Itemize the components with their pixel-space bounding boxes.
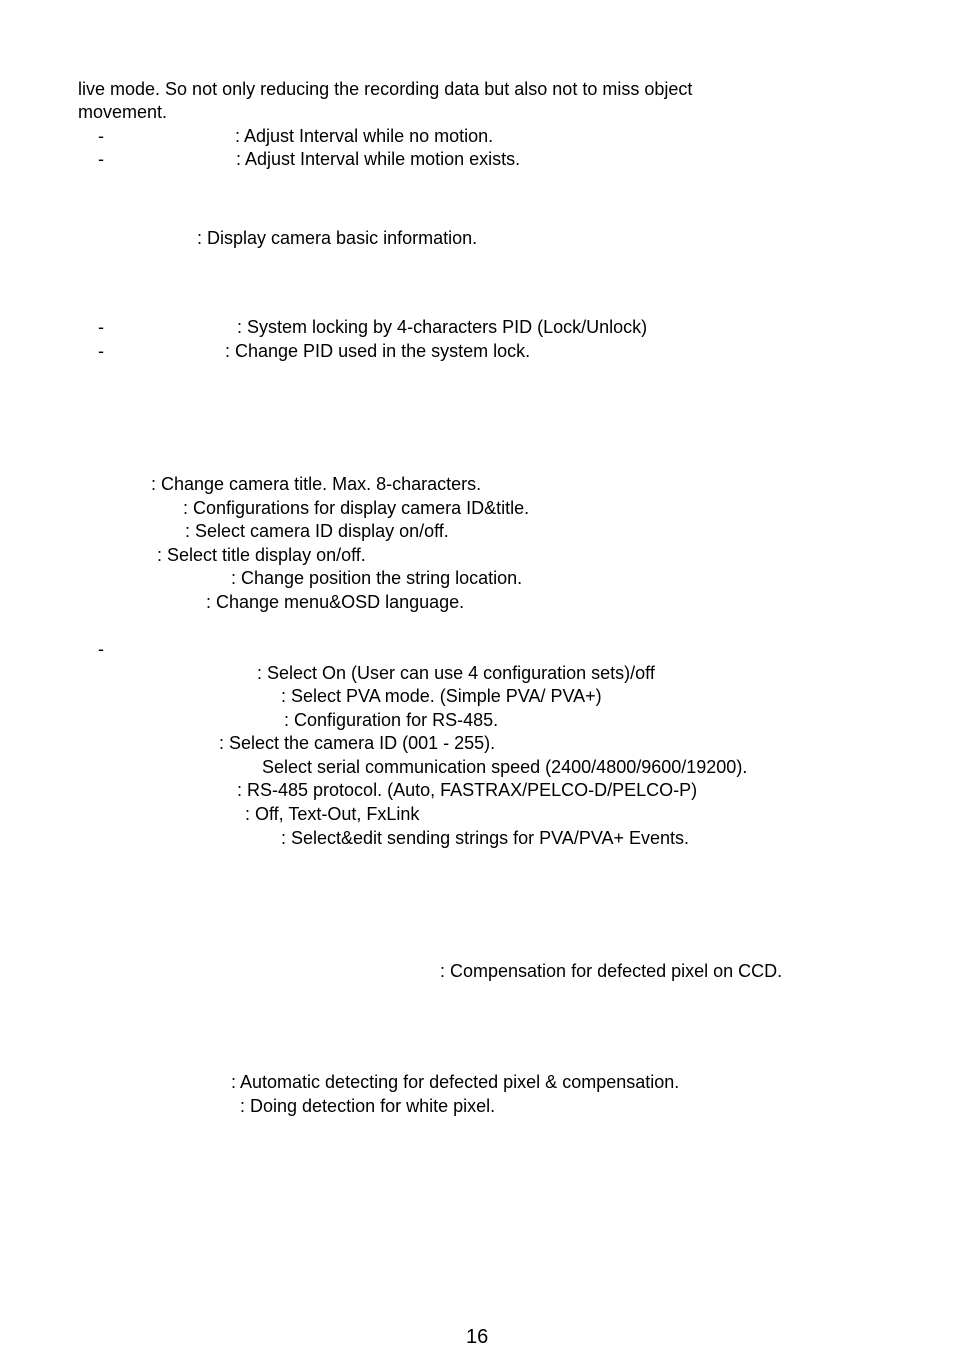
string-position-text: : Change position the string location.: [231, 568, 523, 588]
page-number: 16: [466, 1326, 489, 1348]
intro-line-1: live mode. So not only reducing the recording data but also not to miss object: [78, 79, 693, 99]
change-pid-text: : Change PID used in the system lock.: [225, 341, 531, 361]
motion-interval-text: : Adjust Interval while motion exists.: [236, 149, 521, 169]
camera-id-display-text: : Select camera ID display on/off.: [185, 521, 449, 541]
no-motion-bullet: -: [98, 126, 104, 146]
no-motion-interval-text: : Adjust Interval while no motion.: [235, 126, 494, 146]
camera-title-text: : Change camera title. Max. 8-characters.: [151, 474, 482, 494]
baud-rate-text: Select serial communication speed (2400/4800/9600/19200).: [262, 757, 748, 777]
camera-info-text: : Display camera basic information.: [197, 228, 478, 248]
protocol-text: : RS-485 protocol. (Auto, FASTRAX/PELCO-D/PELCO-P): [237, 780, 698, 800]
config-sets-text: : Select On (User can use 4 configuration sets)/off: [257, 663, 655, 683]
event-strings-text: : Select&edit sending strings for PVA/PVA+ Events.: [281, 828, 690, 848]
system-lock-text: : System locking by 4-characters PID (Lock/Unlock): [237, 317, 648, 337]
intro-line-2: movement.: [78, 102, 168, 122]
motion-bullet: -: [98, 149, 104, 169]
change-pid-bullet: -: [98, 341, 104, 361]
white-pixel-text: : Doing detection for white pixel.: [240, 1096, 496, 1116]
title-display-text: : Select title display on/off.: [157, 545, 366, 565]
auto-detect-text: : Automatic detecting for defected pixel & compensation.: [231, 1072, 680, 1092]
language-text: : Change menu&OSD language.: [206, 592, 465, 612]
rs485-config-text: : Configuration for RS-485.: [284, 710, 499, 730]
defect-compensation-text: : Compensation for defected pixel on CCD.: [440, 961, 783, 981]
output-mode-text: : Off, Text-Out, FxLink: [245, 804, 420, 824]
pva-mode-text: : Select PVA mode. (Simple PVA/ PVA+): [281, 686, 602, 706]
special-bullet: -: [98, 639, 104, 659]
system-lock-bullet: -: [98, 317, 104, 337]
display-config-text: : Configurations for display camera ID&title.: [183, 498, 530, 518]
camera-id-text: : Select the camera ID (001 - 255).: [219, 733, 496, 753]
